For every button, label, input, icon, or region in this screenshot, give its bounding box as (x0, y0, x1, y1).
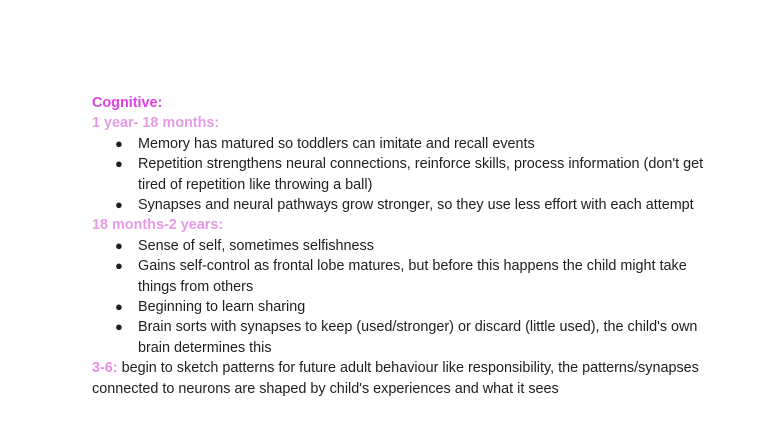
age-range-label: 3-6: (92, 360, 118, 377)
list-item: ● Beginning to learn sharing (92, 297, 712, 317)
closing-paragraph (92, 358, 712, 399)
document-body (92, 93, 712, 399)
bullet-icon: ● (115, 156, 123, 172)
bullet-icon: ● (115, 135, 123, 151)
subsection-heading-2: 18 months-2 years: (92, 217, 224, 234)
subsection-heading-1: 1 year- 18 months: (92, 115, 220, 132)
bullet-icon: ● (115, 237, 123, 253)
bullet-icon: ● (115, 258, 123, 274)
section-title: Cognitive: (92, 95, 163, 111)
list-item: ● Sense of self, sometimes selfishness (92, 236, 712, 256)
bullet-icon: ● (115, 319, 123, 335)
list-item: ● Synapses and neural pathways grow stronger, so they use less effort with each attempt (92, 195, 712, 215)
closing-text: begin to sketch patterns for future adult behaviour like responsibility, the patterns/synapses connected to neurons are shaped by child's experiences and what it sees (92, 360, 699, 397)
bullet-list-2 (92, 236, 712, 358)
list-item: ● Gains self-control as frontal lobe matures, but before this happens the child might take things from others (115, 258, 687, 295)
bullet-icon: ● (115, 299, 123, 315)
list-item: ● Brain sorts with synapses to keep (used/stronger) or discard (little used), the child's own brain determines this (115, 319, 698, 356)
list-item: ● Repetition strengthens neural connections, reinforce skills, process information (don't get tired of repetition like throwing a ball) (115, 156, 704, 193)
bullet-list-1 (92, 134, 712, 216)
list-item: ● Memory has matured so toddlers can imitate and recall events (92, 134, 712, 154)
bullet-icon: ● (115, 197, 123, 213)
